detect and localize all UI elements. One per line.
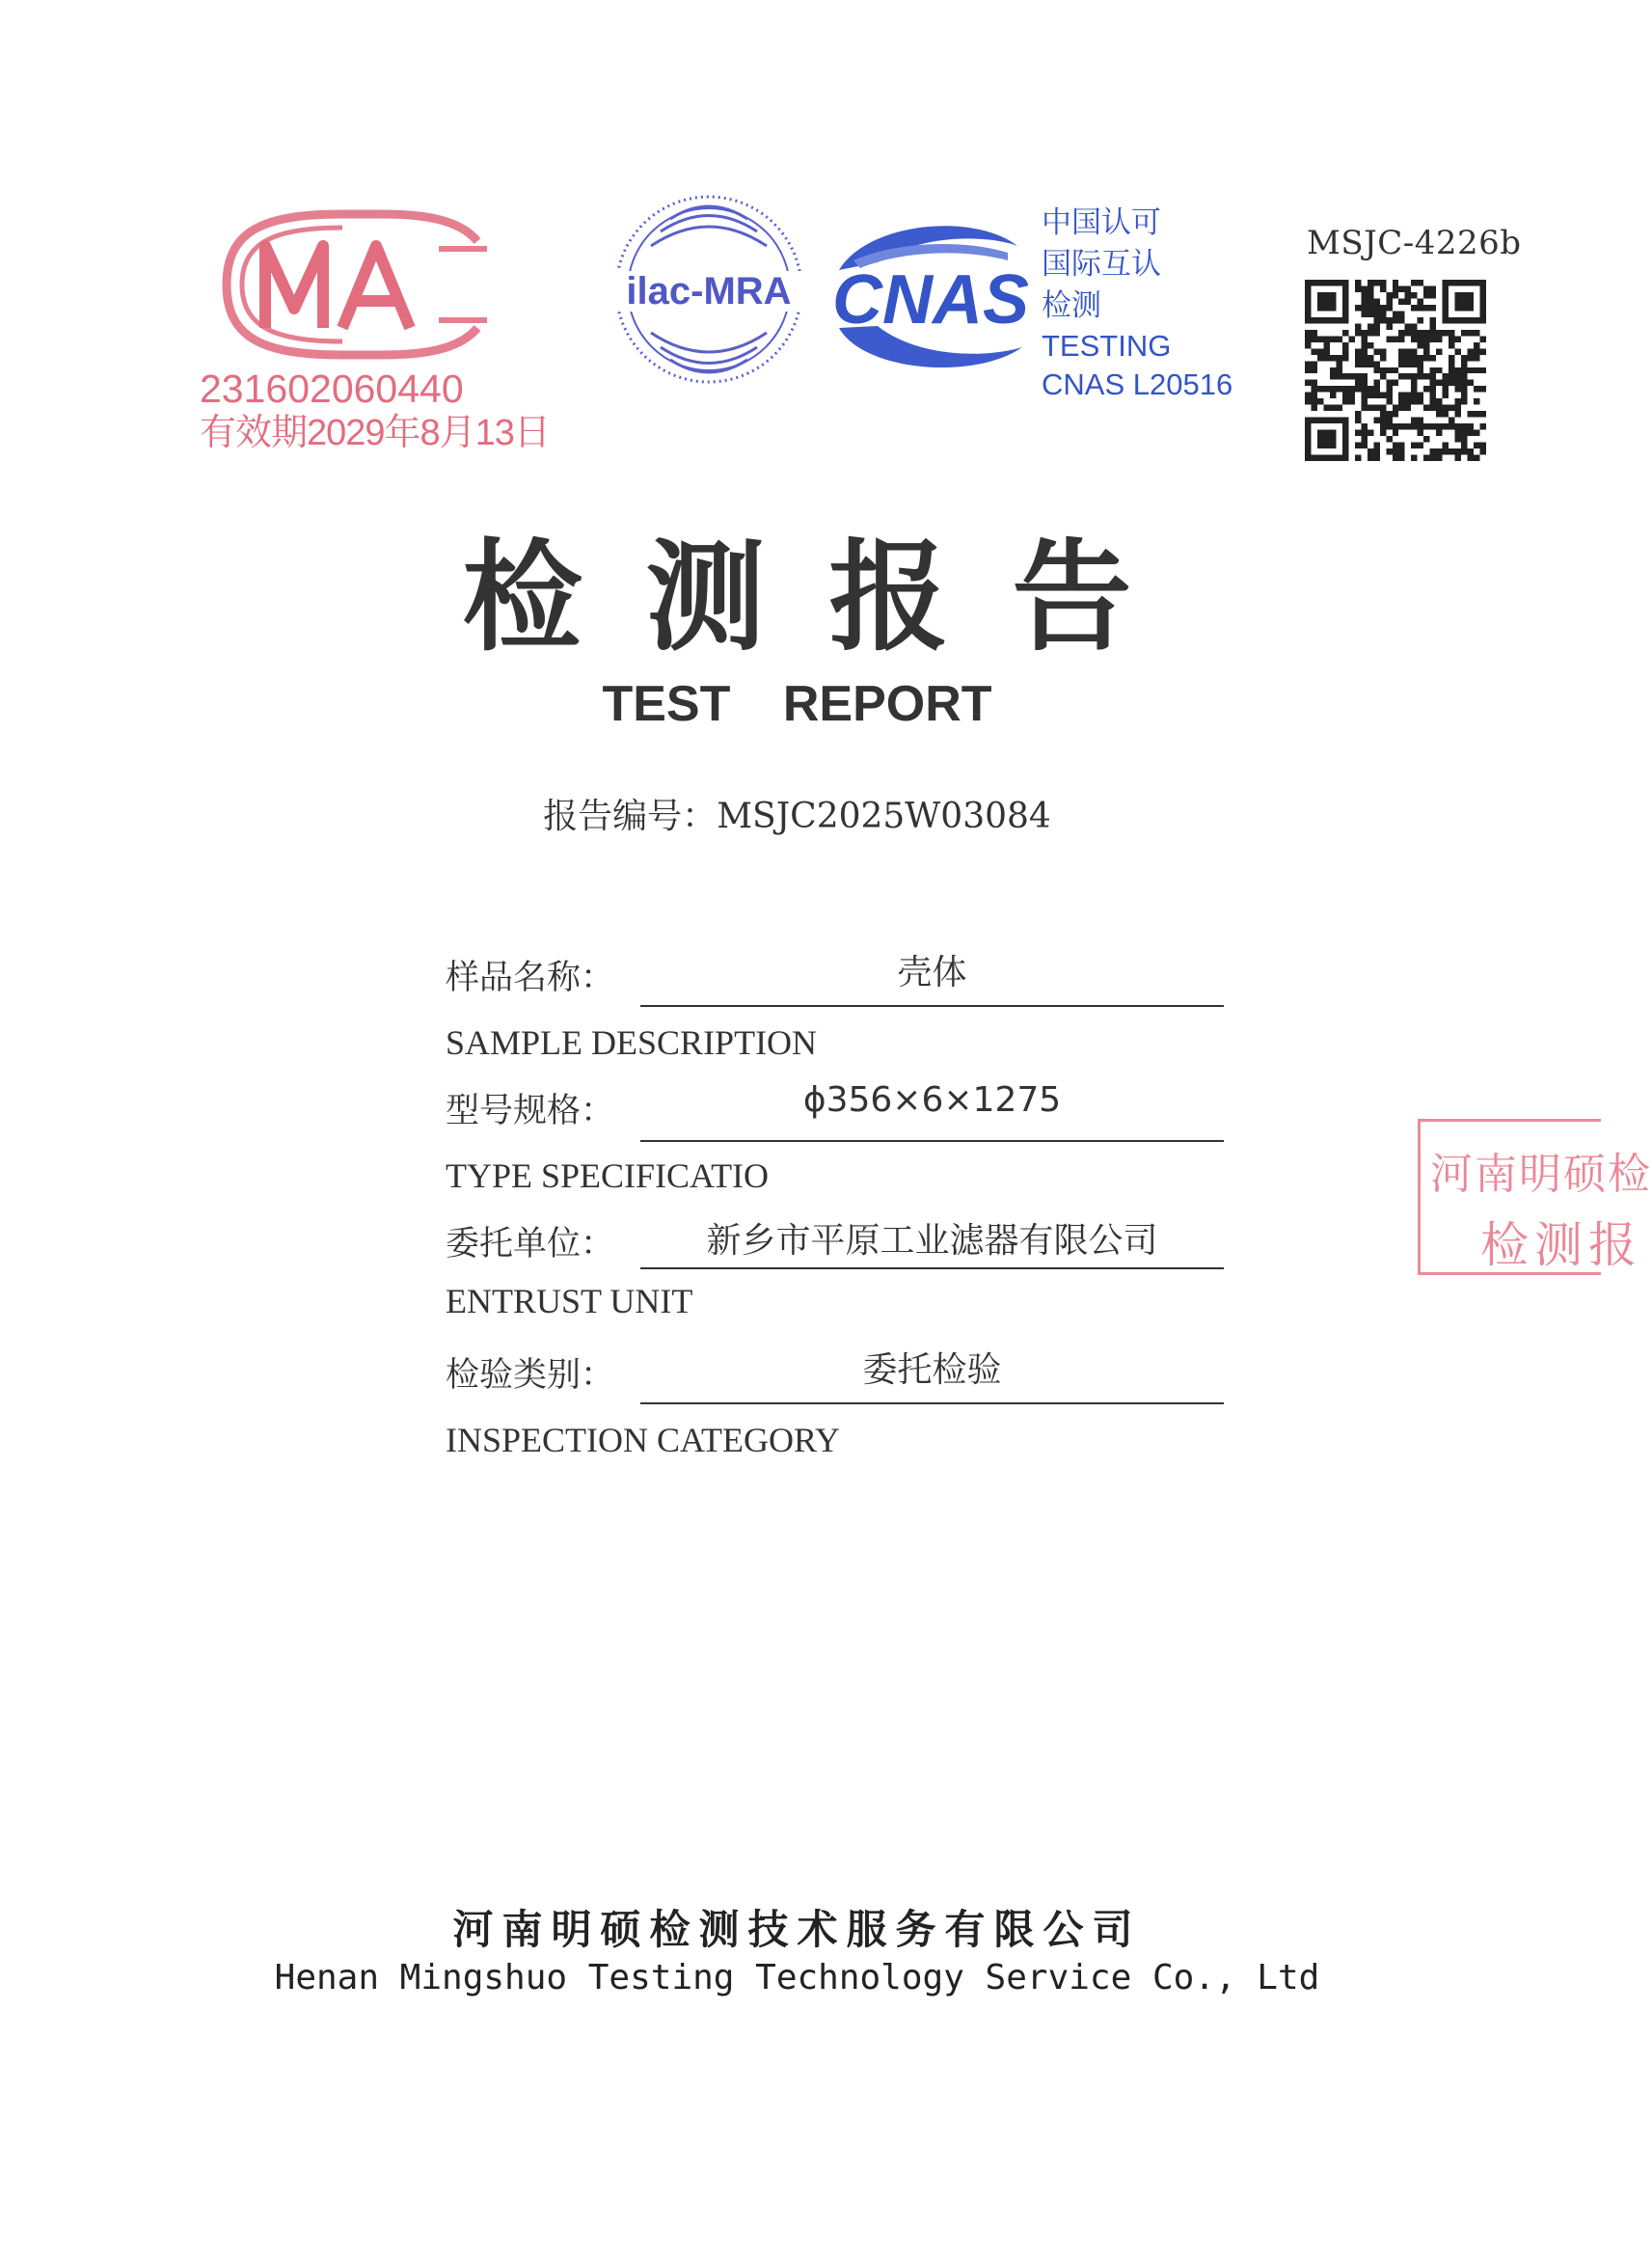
report-number [0,789,1594,838]
cnas-logo-text: CNAS [831,261,1030,339]
field-en-label-inspection-category: INSPECTION CATEGORY [446,1421,841,1459]
cma-stamp [198,203,550,453]
qr-code[interactable] [1305,280,1486,461]
company-seal [1418,1119,1652,1275]
cnas-line-number: CNAS L20516 [1042,367,1233,401]
cnas-line-mutual-recognition: 国际互认 [1042,247,1161,282]
cma-logo-icon [198,203,516,367]
page-title: 检测报告 [462,529,1196,667]
form-code: MSJC-4226b [1307,224,1522,262]
field-en-label-entrust-unit: ENTRUST UNIT [446,1282,693,1320]
cnas-line-testing-cn: 检测 [1042,288,1101,323]
cma-logo-text: MA [366,295,367,296]
seal-text-line1: 河南明硕检 [1430,1150,1652,1199]
field-value-type-spec: ϕ356×6×1275 [802,1080,1062,1120]
field-underline [640,1402,1224,1404]
field-label-type-spec: 型号规格： [446,1092,615,1130]
field-underline [640,1140,1224,1142]
qr-code-icon [1305,280,1486,461]
cma-validity: 有效期2029年8月13日 [200,413,550,453]
seal-text-line2: 检测报 [1480,1217,1642,1273]
report-number-label: 报告编号： [543,797,718,836]
field-value-sample-name: 壳体 [897,953,967,992]
ilac-mra-logo [608,188,810,391]
field-en-label-type-specification: TYPE SPECIFICATIO [446,1156,770,1195]
field-value-entrust-unit: 新乡市平原工业滤器有限公司 [706,1221,1158,1261]
ilac-logo-text: ilac-MRA [626,270,792,312]
company-name-en: Henan Mingshuo Testing Technology Service Co., Ltd [274,1958,1320,1997]
field-label-sample-name: 样品名称： [446,959,615,997]
cnas-line-china-accredited: 中国认可 [1042,205,1161,240]
field-underline [640,1267,1224,1269]
cnas-logo [810,203,1051,386]
cnas-line-testing-en: TESTING [1042,329,1172,363]
field-label-inspection-category: 检验类别： [446,1356,615,1395]
report-number-value: MSJC2025W03084 [717,797,1051,836]
field-underline [640,1005,1224,1007]
cnas-accreditation-text [1042,203,1232,404]
page-subtitle: TEST REPORT [602,676,992,732]
company-name-cn: 河南明硕检测技术服务有限公司 [452,1906,1142,1953]
cma-cert-number: 231602060440 [200,367,464,411]
field-en-label-sample-description: SAMPLE DESCRIPTION [446,1023,818,1062]
field-label-entrust-unit: 委托单位： [446,1225,615,1263]
field-value-inspection-category: 委托检验 [862,1350,1002,1390]
cnas-swoosh-icon [810,203,1051,386]
ilac-globe-icon [608,188,810,391]
